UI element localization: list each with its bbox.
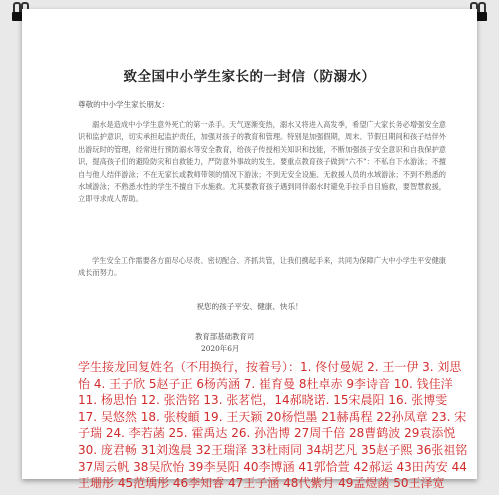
student-signature-list: 学生接龙回复姓名（不用换行，按着号）：1. 佟付曼妮 2. 王一伊 3. 刘思怡 4. 王子欣 5赵子正 6杨芮涵 7. 崔育曼 8杜卓赤 9李诗音 10. 钱佳洋 11. 杨思怡 12. 张浩铭 13. 张茗恺，14郝晓诺. 15宋晨阳 16. 张博雯 17. 吴悠然 18. 张梭頔 19. 王天颖 20杨恺墨 21赫禹程 22孙凤章 23. 宋子瑞 24. 李若菡 25. 霍禹达 26. 孙浩博 27周千倍 28曹鹤波 29袁添悦 30. 庞君畅 31刘逸晨 32王瑞泽 33杜雨同 34胡艺凡 35赵子熙 36张祖铭 37周云帆 38吴欣怡 39李昊阳 40李博涵 41郭恰萱 42郝运 43田芮安 44王珊彤 45范瑀彤 46李知睿 47王子涵 48代紫月 49孟煜菡 50王泽宽 [78, 360, 468, 491]
letter-greeting: 尊敬的中小学生家长朋友： [78, 100, 170, 109]
letter-signer: 教育部基础教育司 [195, 332, 255, 341]
letter-title: 致全国中小学生家长的一封信（防溺水） [123, 69, 376, 85]
letter-paragraph-2: 学生安全工作需要各方面尽心尽责、密切配合、齐抓共管，让我们携起手来，共同为保障广大中小学生平安健康成长而努力。 [78, 256, 446, 278]
letter-paper [22, 9, 477, 491]
letter-signature [195, 331, 254, 355]
letter-closing: 祝您的孩子平安、健康、快乐！ [196, 302, 303, 311]
letter-date: 2020年6月 [201, 344, 240, 353]
letter-paragraph-1: 溺水是造成中小学生意外死亡的第一杀手。天气逐渐变热，溺水又将进入高发季，希望广大家长务必增强安全意识和监护意识，切实承担起监护责任，加强对孩子的教育和管理。特别是加强假期，周末、节假日期间和孩子结伴外出游玩时的管理，经常进行预防溺水等安全教育，给孩子传授相关知识和技能，不断加强孩子安全意识和自我保护意识，提高孩子们的避险防灾和自救能力，严防意外事故的发生。要重点教育孩子做到“六不”：不私自下水游泳；不擅自与他人结伴游泳；不在无家长或教师带领的情况下游泳；不到无安全设施、无救援人员的水域游泳；不到不熟悉的水域游泳；不熟悉水性的学生不擅自下水施救。尤其要教育孩子遇到同伴溺水时避免手拉手自目施救，要智慧救援，立即寻求成人帮助。 [78, 120, 446, 204]
